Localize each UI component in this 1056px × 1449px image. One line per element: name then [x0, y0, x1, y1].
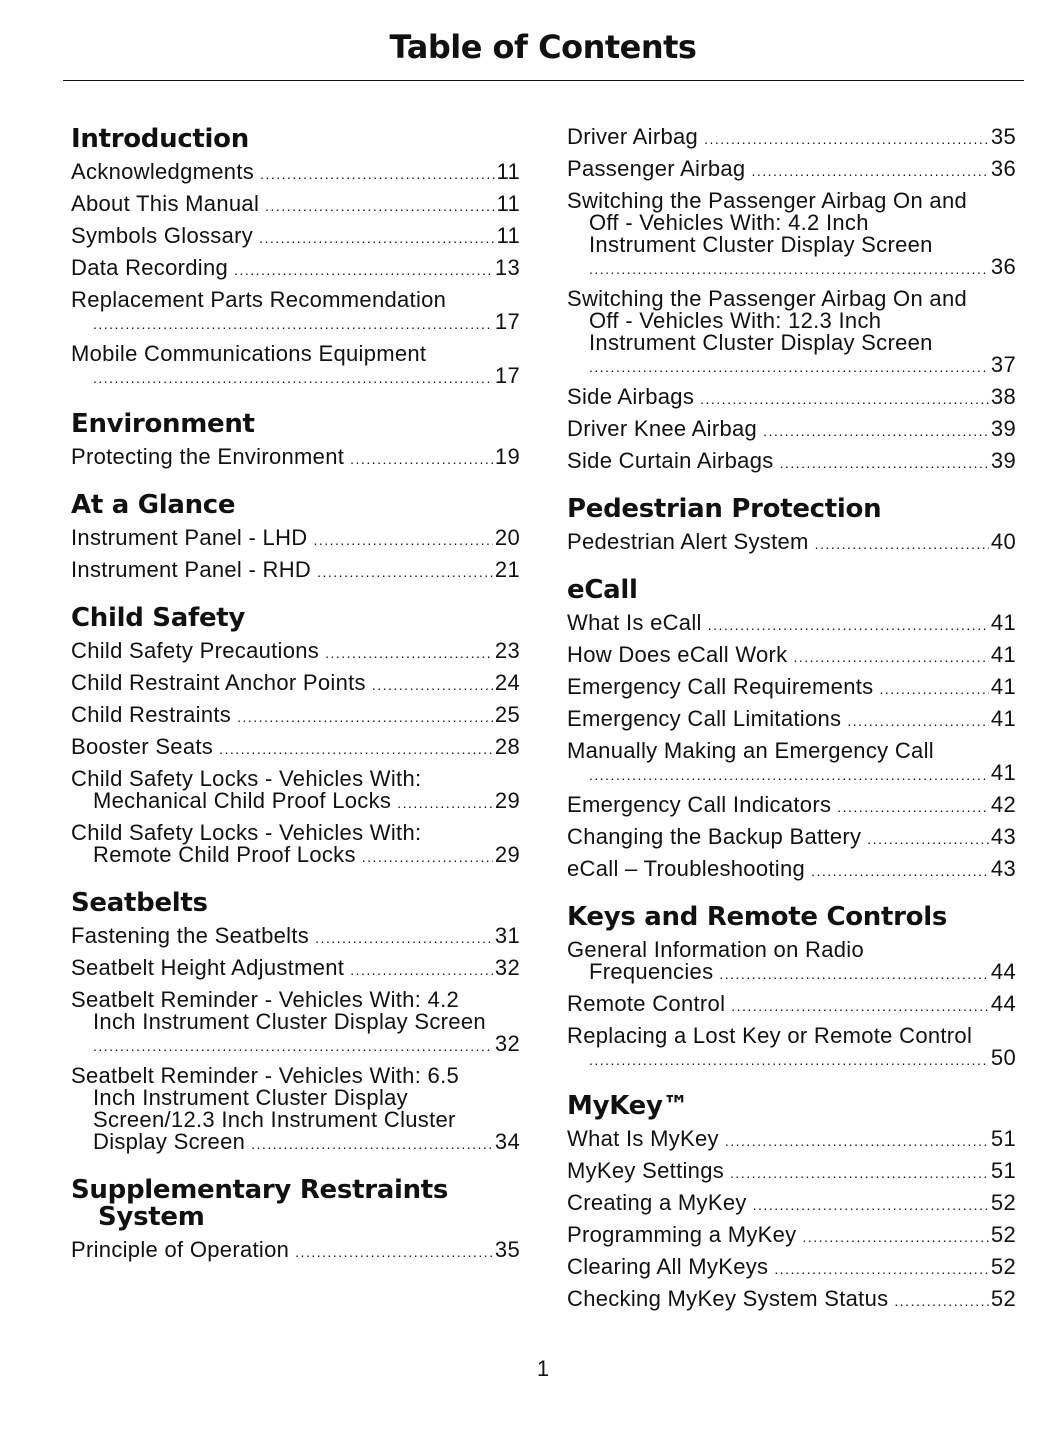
- toc-left-column: [71, 126, 520, 1285]
- toc-entry-leader-row: [567, 993, 1016, 1017]
- section-heading-text: Environment: [71, 409, 255, 439]
- dot-leader: [589, 258, 989, 280]
- dot-leader: [313, 529, 492, 551]
- toc-entry[interactable]: [567, 531, 1016, 555]
- toc-entry-leader-row: [567, 256, 1016, 280]
- toc-entry-leader-row: [71, 311, 520, 335]
- dot-leader: [704, 128, 989, 150]
- toc-entry-page-number: 40: [990, 529, 1016, 554]
- toc-entry-title: Passenger Airbag: [567, 156, 746, 181]
- toc-entry-leader-row: [71, 559, 520, 583]
- toc-entry-title: Display Screen: [93, 1129, 246, 1154]
- toc-entry-title: Changing the Backup Battery: [567, 824, 862, 849]
- toc-entry-title: What Is eCall: [567, 610, 702, 635]
- toc-entry[interactable]: [71, 640, 520, 664]
- toc-entry-page-number: 52: [990, 1286, 1016, 1311]
- toc-entry[interactable]: [567, 288, 1016, 378]
- toc-entry-leader-row: [567, 1160, 1016, 1184]
- toc-entry[interactable]: [567, 676, 1016, 700]
- toc-entry-page-number: 36: [990, 156, 1016, 181]
- toc-entry-title: Off - Vehicles With: 12.3 Inch: [589, 308, 882, 333]
- toc-entry-title: Fastening the Seatbelts: [71, 923, 310, 948]
- dot-leader: [589, 764, 989, 786]
- toc-entry[interactable]: [71, 736, 520, 760]
- toc-entry-page-number: 38: [990, 384, 1016, 409]
- toc-entry-title: eCall – Troubleshooting: [567, 856, 806, 881]
- toc-entry-title: General Information on Radio: [567, 937, 865, 962]
- toc-entry-page-number: 32: [494, 1031, 520, 1056]
- dot-leader: [350, 448, 493, 470]
- toc-entry[interactable]: [567, 794, 1016, 818]
- toc-entry-leader-row: [71, 446, 520, 470]
- toc-entry-leader-row: [71, 365, 520, 389]
- toc-entry-leader-row: [71, 844, 520, 868]
- dot-leader: [847, 710, 989, 732]
- toc-entry-page-number: 31: [494, 923, 520, 948]
- toc-entry-leader-row: [71, 672, 520, 696]
- section-heading: [71, 492, 520, 519]
- dot-leader: [815, 533, 989, 555]
- toc-entry-title: What Is MyKey: [567, 1126, 719, 1151]
- toc-entry-title: Instrument Panel - LHD: [71, 525, 308, 550]
- dot-leader: [719, 963, 989, 985]
- toc-entry-leader-row: [71, 1131, 520, 1155]
- dot-leader: [867, 828, 989, 850]
- dot-leader: [93, 367, 493, 389]
- toc-entry-title: Off - Vehicles With: 4.2 Inch: [589, 210, 869, 235]
- dot-leader: [260, 163, 495, 185]
- dot-leader: [753, 1194, 989, 1216]
- toc-entry-page-number: 35: [990, 124, 1016, 149]
- toc-entry[interactable]: [567, 1224, 1016, 1248]
- toc-entry-title: Data Recording: [71, 255, 229, 280]
- toc-entry-leader-row: [567, 612, 1016, 636]
- toc-entry-title: Child Restraint Anchor Points: [71, 670, 366, 695]
- toc-entry-title: Driver Airbag: [567, 124, 699, 149]
- toc-entry[interactable]: [567, 1025, 1016, 1071]
- dot-leader: [730, 1162, 989, 1184]
- dot-leader: [731, 995, 989, 1017]
- toc-entry-page-number: 39: [990, 416, 1016, 441]
- toc-entry[interactable]: [567, 939, 1016, 985]
- toc-entry-title: Programming a MyKey: [567, 1222, 797, 1247]
- toc-entry-page-number: 17: [494, 363, 520, 388]
- toc-entry-page-number: 41: [990, 642, 1016, 667]
- toc-entry-leader-row: [567, 126, 1016, 150]
- toc-entry-page-number: 51: [990, 1158, 1016, 1183]
- toc-entry[interactable]: [71, 1065, 520, 1155]
- toc-section-continued: [567, 126, 1016, 474]
- toc-entry-title: Instrument Cluster Display Screen: [589, 330, 933, 355]
- toc-section-supplementary-restraints: [71, 1177, 520, 1263]
- toc-entry[interactable]: [567, 858, 1016, 882]
- toc-entry-leader-row: [567, 961, 1016, 985]
- toc-entry-title: Replacement Parts Recommendation: [71, 287, 447, 312]
- section-heading-text: Introduction: [71, 124, 249, 154]
- toc-entry-title: Pedestrian Alert System: [567, 529, 809, 554]
- toc-entry-title: Switching the Passenger Airbag On and: [567, 188, 968, 213]
- dot-leader: [317, 561, 493, 583]
- toc-entry[interactable]: [567, 1192, 1016, 1216]
- toc-entry-title: Principle of Operation: [71, 1237, 290, 1262]
- dot-leader: [397, 792, 493, 814]
- toc-entry-page-number: 52: [990, 1254, 1016, 1279]
- toc-entry-title: Mobile Communications Equipment: [71, 341, 427, 366]
- toc-entry-leader-row: [567, 158, 1016, 182]
- toc-entry-leader-row: [567, 418, 1016, 442]
- dot-leader: [265, 195, 494, 217]
- dot-leader: [780, 452, 989, 474]
- section-heading-text: Child Safety: [71, 603, 246, 633]
- dot-leader: [325, 642, 493, 664]
- toc-entry-title: Child Safety Precautions: [71, 638, 320, 663]
- section-heading: [71, 1177, 520, 1231]
- toc-entry-title: Creating a MyKey: [567, 1190, 747, 1215]
- dot-leader: [251, 1133, 493, 1155]
- toc-section-seatbelts: [71, 890, 520, 1155]
- toc-entry-page-number: 19: [494, 444, 520, 469]
- toc-entry-leader-row: [567, 1192, 1016, 1216]
- toc-entry-page-number: 39: [990, 448, 1016, 473]
- toc-entry[interactable]: [71, 446, 520, 470]
- toc-entry-leader-row: [71, 161, 520, 185]
- section-heading-text: Pedestrian Protection: [567, 494, 882, 524]
- toc-entry-page-number: 32: [494, 955, 520, 980]
- toc-entry[interactable]: [567, 740, 1016, 786]
- toc-entry-title: Checking MyKey System Status: [567, 1286, 889, 1311]
- page-title: Table of Contents: [389, 28, 697, 66]
- dot-leader: [350, 959, 493, 981]
- title-divider: [63, 80, 1024, 81]
- section-heading-text: eCall: [567, 575, 638, 605]
- dot-leader: [774, 1258, 989, 1280]
- toc-entry-page-number: 43: [990, 856, 1016, 881]
- toc-entry-page-number: 13: [494, 255, 520, 280]
- toc-entry[interactable]: [71, 957, 520, 981]
- toc-entry-leader-row: [567, 826, 1016, 850]
- toc-entry-leader-row: [71, 957, 520, 981]
- toc-entry-title: Child Restraints: [71, 702, 232, 727]
- toc-entry-leader-row: [71, 704, 520, 728]
- toc-entry-leader-row: [71, 527, 520, 551]
- toc-entry-page-number: 36: [990, 254, 1016, 279]
- toc-entry-page-number: 29: [494, 842, 520, 867]
- dot-leader: [234, 259, 493, 281]
- toc-entry[interactable]: [71, 257, 520, 281]
- section-heading-text: At a Glance: [71, 490, 236, 520]
- toc-entry[interactable]: [567, 1288, 1016, 1312]
- toc-entry-title: MyKey Settings: [567, 1158, 725, 1183]
- toc-entry[interactable]: [567, 993, 1016, 1017]
- toc-entry-leader-row: [567, 762, 1016, 786]
- toc-section-child-safety: [71, 605, 520, 868]
- toc-entry-leader-row: [71, 640, 520, 664]
- toc-entry-page-number: 41: [990, 706, 1016, 731]
- toc-entry-title: Instrument Panel - RHD: [71, 557, 312, 582]
- toc-entry-page-number: 41: [990, 760, 1016, 785]
- toc-entry-page-number: 52: [990, 1190, 1016, 1215]
- toc-entry-title: Seatbelt Reminder - Vehicles With: 4.2: [71, 987, 460, 1012]
- toc-entry-page-number: 35: [494, 1237, 520, 1262]
- dot-leader: [93, 1035, 493, 1057]
- toc-entry[interactable]: [567, 126, 1016, 150]
- dot-leader: [295, 1241, 493, 1263]
- toc-entry-title: Emergency Call Indicators: [567, 792, 832, 817]
- dot-leader: [372, 674, 493, 696]
- toc-section-mykey: [567, 1093, 1016, 1312]
- toc-entry-leader-row: [71, 193, 520, 217]
- toc-entry-title: Replacing a Lost Key or Remote Control: [567, 1023, 973, 1048]
- toc-entry-leader-row: [567, 1224, 1016, 1248]
- toc-entry-leader-row: [567, 450, 1016, 474]
- toc-entry-title: Clearing All MyKeys: [567, 1254, 769, 1279]
- toc-entry-page-number: 11: [496, 159, 520, 184]
- toc-entry-leader-row: [567, 794, 1016, 818]
- toc-entry-page-number: 34: [494, 1129, 520, 1154]
- dot-leader: [725, 1130, 989, 1152]
- dot-leader: [362, 846, 493, 868]
- dot-leader: [793, 646, 988, 668]
- toc-entry-page-number: 41: [990, 610, 1016, 635]
- toc-entry-title: How Does eCall Work: [567, 642, 788, 667]
- section-heading: [567, 496, 1016, 523]
- toc-entry[interactable]: [567, 708, 1016, 732]
- toc-entry[interactable]: [567, 612, 1016, 636]
- toc-entry[interactable]: [567, 1256, 1016, 1280]
- dot-leader: [589, 356, 989, 378]
- toc-entry-leader-row: [71, 225, 520, 249]
- toc-entry-leader-row: [71, 925, 520, 949]
- toc-entry-page-number: 51: [990, 1126, 1016, 1151]
- dot-leader: [93, 313, 493, 335]
- toc-entry-title: Side Curtain Airbags: [567, 448, 774, 473]
- toc-entry-page-number: 20: [494, 525, 520, 550]
- toc-entry[interactable]: [567, 418, 1016, 442]
- dot-leader: [219, 738, 493, 760]
- toc-entry-title: Child Safety Locks - Vehicles With:: [71, 766, 422, 791]
- dot-leader: [837, 796, 989, 818]
- toc-entry-title: Remote Child Proof Locks: [93, 842, 356, 867]
- toc-entry-page-number: 28: [494, 734, 520, 759]
- toc-entry[interactable]: [71, 822, 520, 868]
- toc-entry-title: Manually Making an Emergency Call: [567, 738, 934, 763]
- toc-entry-title: Inch Instrument Cluster Display: [93, 1085, 408, 1110]
- toc-entry-page-number: 50: [990, 1045, 1016, 1070]
- toc-entry-leader-row: [567, 354, 1016, 378]
- toc-entry-title: Screen/12.3 Inch Instrument Cluster: [93, 1107, 456, 1132]
- toc-entry-title: Instrument Cluster Display Screen: [589, 232, 933, 257]
- toc-entry-title: Emergency Call Limitations: [567, 706, 842, 731]
- toc-entry[interactable]: [71, 989, 520, 1057]
- toc-entry-leader-row: [71, 736, 520, 760]
- section-heading-text: Keys and Remote Controls: [567, 902, 947, 932]
- toc-entry-leader-row: [71, 1239, 520, 1263]
- toc-entry[interactable]: [71, 1239, 520, 1263]
- page-number: 1: [536, 1356, 550, 1381]
- toc-entry[interactable]: [567, 644, 1016, 668]
- section-heading-text: Supplementary Restraints: [71, 1175, 449, 1205]
- toc-entry[interactable]: [71, 193, 520, 217]
- toc-entry-title: Child Safety Locks - Vehicles With:: [71, 820, 422, 845]
- dot-leader: [894, 1290, 989, 1312]
- toc-entry[interactable]: [71, 161, 520, 185]
- toc-right-column: [567, 126, 1016, 1334]
- dot-leader: [259, 227, 494, 249]
- section-heading-text-continued: System: [98, 1202, 205, 1232]
- dot-leader: [763, 420, 989, 442]
- toc-entry-leader-row: [567, 644, 1016, 668]
- toc-entry-title: Mechanical Child Proof Locks: [93, 788, 392, 813]
- toc-entry[interactable]: [567, 386, 1016, 410]
- toc-entry[interactable]: [567, 190, 1016, 280]
- toc-entry[interactable]: [567, 826, 1016, 850]
- toc-entry[interactable]: [71, 559, 520, 583]
- dot-leader: [589, 1049, 989, 1071]
- toc-entry-title: Driver Knee Airbag: [567, 416, 758, 441]
- section-heading: [567, 904, 1016, 931]
- toc-entry-page-number: 21: [494, 557, 520, 582]
- toc-entry-page-number: 23: [494, 638, 520, 663]
- toc-entry-title: Frequencies: [589, 959, 714, 984]
- section-heading: [71, 411, 520, 438]
- toc-entry-page-number: 42: [990, 792, 1016, 817]
- toc-entry-page-number: 44: [990, 991, 1016, 1016]
- toc-entry-title: Switching the Passenger Airbag On and: [567, 286, 968, 311]
- toc-section-keys-and-remote-controls: [567, 904, 1016, 1071]
- section-heading: [71, 126, 520, 153]
- toc-entry-leader-row: [71, 790, 520, 814]
- dot-leader: [751, 160, 988, 182]
- toc-entry[interactable]: [71, 289, 520, 335]
- dot-leader: [700, 388, 989, 410]
- dot-leader: [802, 1226, 988, 1248]
- section-heading: [567, 1093, 1016, 1120]
- toc-entry-page-number: 25: [494, 702, 520, 727]
- toc-entry-title: Acknowledgments: [71, 159, 255, 184]
- section-heading: [567, 577, 1016, 604]
- toc-entry[interactable]: [71, 925, 520, 949]
- toc-entry[interactable]: [71, 527, 520, 551]
- toc-entry-leader-row: [567, 708, 1016, 732]
- dot-leader: [879, 678, 988, 700]
- toc-entry[interactable]: [71, 672, 520, 696]
- toc-entry[interactable]: [567, 1160, 1016, 1184]
- toc-section-environment: [71, 411, 520, 470]
- section-heading-text: MyKey™: [567, 1091, 689, 1121]
- toc-entry-leader-row: [567, 531, 1016, 555]
- toc-entry-title: Booster Seats: [71, 734, 214, 759]
- toc-entry-title: About This Manual: [71, 191, 260, 216]
- toc-entry-title: Seatbelt Height Adjustment: [71, 955, 345, 980]
- toc-entry-page-number: 17: [494, 309, 520, 334]
- toc-entry-page-number: 11: [496, 191, 520, 216]
- toc-entry-title: Remote Control: [567, 991, 726, 1016]
- toc-entry-title: Protecting the Environment: [71, 444, 345, 469]
- toc-entry-page-number: 37: [990, 352, 1016, 377]
- dot-leader: [237, 706, 493, 728]
- toc-section-introduction: [71, 126, 520, 389]
- toc-entry[interactable]: [71, 768, 520, 814]
- toc-entry[interactable]: [567, 450, 1016, 474]
- toc-entry-leader-row: [567, 386, 1016, 410]
- toc-section-ecall: [567, 577, 1016, 882]
- toc-entry[interactable]: [71, 225, 520, 249]
- dot-leader: [708, 614, 989, 636]
- toc-entry-page-number: 29: [494, 788, 520, 813]
- toc-section-pedestrian-protection: [567, 496, 1016, 555]
- toc-entry-page-number: 11: [496, 223, 520, 248]
- toc-entry-leader-row: [71, 1033, 520, 1057]
- toc-entry-page-number: 44: [990, 959, 1016, 984]
- toc-entry-page-number: 43: [990, 824, 1016, 849]
- toc-entry[interactable]: [71, 704, 520, 728]
- toc-entry-title: Inch Instrument Cluster Display Screen: [93, 1009, 486, 1034]
- toc-entry-title: Seatbelt Reminder - Vehicles With: 6.5: [71, 1063, 460, 1088]
- toc-entry[interactable]: [71, 343, 520, 389]
- dot-leader: [315, 927, 493, 949]
- toc-section-at-a-glance: [71, 492, 520, 583]
- toc-entry-title: Symbols Glossary: [71, 223, 254, 248]
- toc-entry-page-number: 24: [494, 670, 520, 695]
- toc-entry[interactable]: [567, 158, 1016, 182]
- section-heading: [71, 890, 520, 917]
- toc-entry-title: Emergency Call Requirements: [567, 674, 874, 699]
- section-heading: [71, 605, 520, 632]
- dot-leader: [811, 860, 989, 882]
- toc-entry-page-number: 52: [990, 1222, 1016, 1247]
- toc-entry-leader-row: [71, 257, 520, 281]
- toc-entry-leader-row: [567, 1288, 1016, 1312]
- toc-entry-title: Side Airbags: [567, 384, 695, 409]
- toc-entry-page-number: 41: [990, 674, 1016, 699]
- toc-entry[interactable]: [567, 1128, 1016, 1152]
- toc-entry-leader-row: [567, 676, 1016, 700]
- toc-entry-leader-row: [567, 1047, 1016, 1071]
- section-heading-text: Seatbelts: [71, 888, 208, 918]
- toc-entry-leader-row: [567, 1128, 1016, 1152]
- toc-entry-leader-row: [567, 1256, 1016, 1280]
- toc-entry-leader-row: [567, 858, 1016, 882]
